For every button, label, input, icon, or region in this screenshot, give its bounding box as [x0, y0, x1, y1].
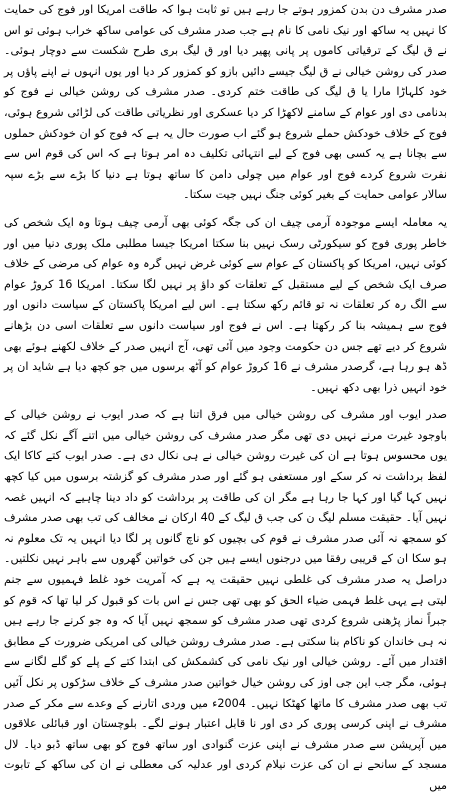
article-paragraph: صدر مشرف دن بدن کمزور ہوتے جا رہے ہیں تو ثابت ہوا کہ طاقت امریکا اور فوج کی حمایت کا نہیں یہ ساکھ اور نیک نامی کا نام ہے جب صدر مشرف کی عوامی ساکھ خراب ہوئی تو اس نے ق لیگ کے ترقیاتی کاموں پر پانی پھیر دیا اور ق لیگ بری طرح شکست سے دوچار ہوئی۔ صدر کی روشن خیالی نے ق لیگ جیسے دائیں بازو کو کمزور کر دیا اور یوں انہوں نے اپنے پاؤں پر خود کلہاڑا مارا یا ق لیگ کی طاقت ختم کردی۔ صدر مشرف کی روشن خیالی نے فوج کو بدنامی دی اور عوام کے سامنے لاکھڑا کر دیا عسکری اور نظریاتی طاقت کی لڑائی شروع ہوئی، فوج کے خلاف خودکش حملے شروع ہو گئے اب صورت حال یہ ہے کہ فوج کو ان خودکش حملوں سے بچانا ہے یہ کسی بھی فوج کے لیے انتہائی تکلیف دہ امر ہوتا ہے کہ اس کی قوم اس سے نفرت شروع کردے فوج اور عوام میں چولی دامن کا ساتھ ہوتا ہے دنیا کا بڑے سے بڑے سپہ سالار عوامی حمایت کے بغیر کوئی جنگ نہیں جیت سکتا۔: [4, 3, 447, 202]
article-body: [4, 0, 448, 792]
article-paragraph: یہ معاملہ ایسے موجودہ آرمی چیف ان کی جگہ کوئی بھی آرمی چیف ہوتا وہ ایک شخص کی خاطر پوری فوج کو سیکورٹی رسک نہیں بنا سکتا امریکا جیسا مطلبی ملک پوری دنیا میں اور کوئی نہیں، امریکا کو پاکستان کے عوام سے کوئی غرض نہیں گرہ وہ عوام کی مرضی کے خلاف صرف ایک شخص کے لیے مستقبل کے تعلقات کو داؤ پر نہیں لگا سکتا۔ امریکا 16 کروڑ عوام سے الگ رہ کر تعلقات نہ تو قائم رکھ سکتا ہے۔ اس لیے امریکا پاکستان کے سیاست دانوں اور فوج سے ہمیشہ بنا کر رکھتا ہے۔ اس نے فوج اور سیاست دانوں سے تعلقات اسی دن بڑھانے شروع کر دیے تھے جس دن حکومت وجود میں آئی تھی، آج انہیں صدر کے خلاف لکھنے ہوئے بھی ڈھ ہو رہا ہے، گرصدر مشرف نے 16 کروڑ عوام کو آٹھ برسوں میں جو کچھ دیا ہے شاید ان پر خود انہیں ذرا بھی دکھ نہیں۔: [4, 215, 448, 394]
article-paragraph: صدر ایوب اور مشرف کی روشن خیالی میں فرق اتنا ہے کہ صدر ایوب نے روشن خیالی کے باوجود غیرت مرنے نہیں دی تھی مگر صدر مشرف کی روشن خیالی میں اتنے آگے نکل گئے کہ یوں محسوس ہوتا ہے ان کی غیرت روشن خیالی نے ہی نکال دی ہے۔ صدر ایوب کتے کاکا ایک لفظ برداشت نہ کر سکے اور مستعفی ہو گئے اور صدر مشرف کو گزشتہ برسوں میں کیا کچھ نہیں کہا گیا اور کہا جا رہا ہے مگر ان کی طاقت پر برداشت کو داد دینا چاہیے کہ انہیں غصہ نہیں آیا۔ حقیقت مسلم لیگ ن کی جب ق لیگ کے 40 ارکان نے مخالف کی تب بھی صدر مشرف کو سمجھ نہ آئی صدر مشرف نے قوم کی بچیوں کو ناچ گانوں پر لگا دیا انہیں یہ تک معلوم نہ ہو سکا ان کے قریبی رفقا میں درجنوں ایسے ہیں جن کی خواتین گھروں سے باہر نہیں نکلتیں۔ دراصل یہ صدر مشرف کی غلطی نہیں حقیقت یہ ہے کہ آمریت خود غلط فہمیوں سے جنم لیتی ہے یہی غلط فہمی ضیاء الحق کو بھی تھی جس نے اس بات کو قبول کر لیا تھا کہ قوم کو جبراً نماز پڑھنی شروع کردی تھی صدر مشرف کو سمجھ نہیں آیا کہ وہ جو کرنے جا رہے ہیں نہ ہی خاندان کو ناکام بنا سکتی ہے۔ صدر مشرف روشن خیالی کی امریکی ضرورت کے مطابق اقتدار میں آئے۔ روشن خیالی اور نیک نامی کی کشمکش کی ابتدا کتے کے پلے کو گلے لگانے سے ہوئی، مگر جب این جی اوز کی روشن خیال خواتین صدر مشرف کے خلاف سڑکوں پر نکل آئیں تب بھی صدر مشرف کا ماتھا کھٹکا نہیں۔ 2004ء میں وردی اتارنے کے وعدے سے مکر کے صدر مشرف نے اپنی کرسی پوری کر دی اور نا قابل اعتبار ہونے لگے۔ بلوچستان اور قبائلی علاقوں میں آپریشن سے صدر مشرف نے اپنی عزت گنوادی اور ساتھ فوج کو بھی ساتھ ڈبو دیا۔ لال مسجد کے سانحے نے ان کی عزت نیلام کردی اور عدلیہ کی معطلی نے ان کی ساکھ کے تابوت میں: [4, 408, 447, 792]
